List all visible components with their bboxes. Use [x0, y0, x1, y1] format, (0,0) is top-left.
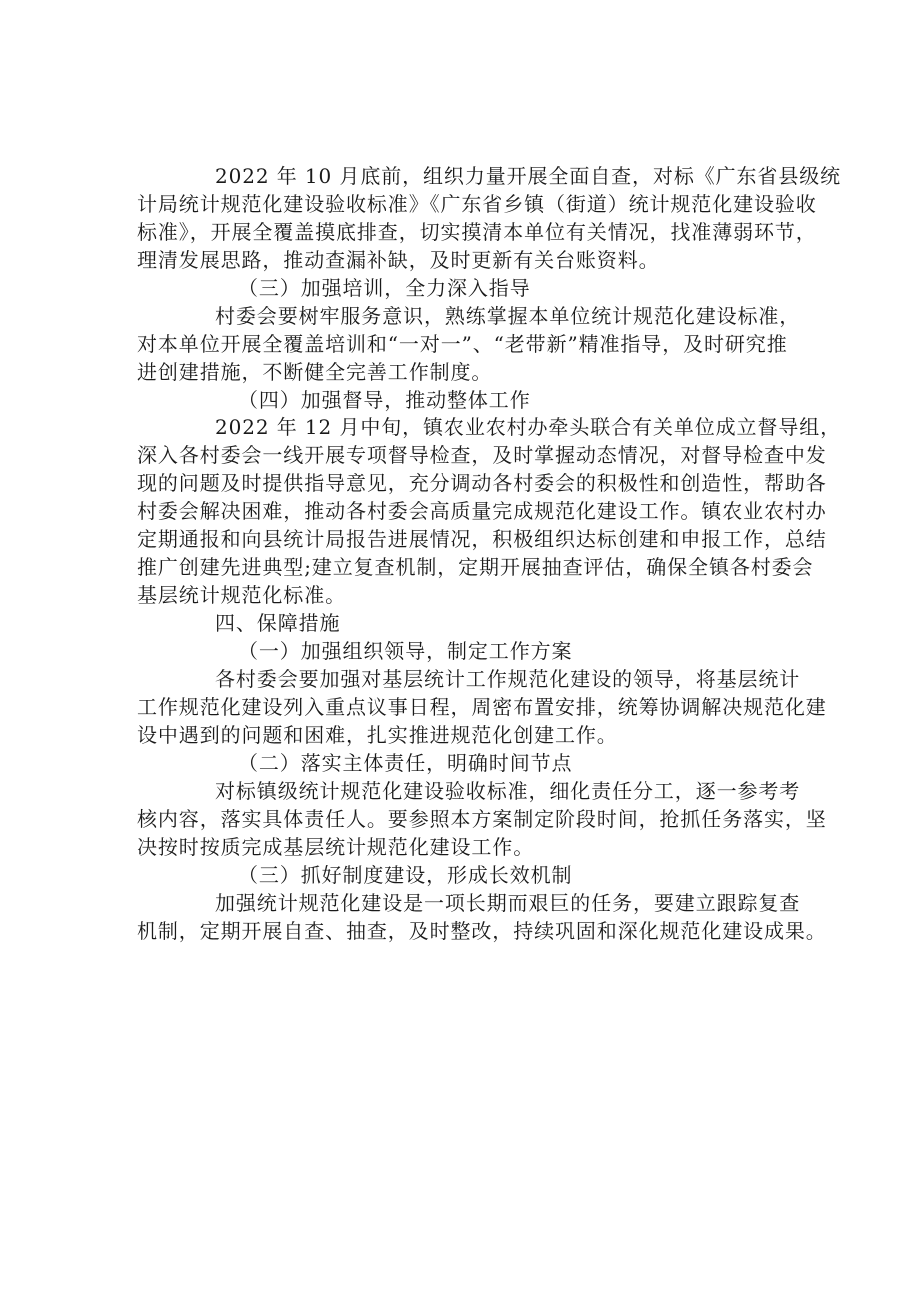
- paragraph-line: 深入各村委会一线开展专项督导检查，及时掌握动态情况，对督导检查中发: [137, 443, 827, 467]
- paragraph-line: 计局统计规范化建设验收标准》《广东省乡镇（街道）统计规范化建设验收: [137, 192, 817, 216]
- section-heading: （三）抓好制度建设，形成长效机制: [238, 863, 573, 887]
- paragraph-line: 机制，定期开展自查、抽查，及时整改，持续巩固和深化规范化建设成果。: [137, 919, 827, 943]
- paragraph-line: 核内容，落实具体责任人。要参照本方案制定阶段时间，抢抓任务落实，坚: [137, 807, 827, 831]
- paragraph-line: 推广创建先进典型;建立复查机制，定期开展抽查评估，确保全镇各村委会: [137, 555, 814, 579]
- paragraph-line: 理清发展思路，推动查漏补缺，及时更新有关台账资料。: [137, 248, 660, 272]
- paragraph-line: 决按时按质完成基层统计规范化建设工作。: [137, 835, 535, 859]
- paragraph-line: 对本单位开展全覆盖培训和“一对一”、“老带新”精准指导，及时研究推: [137, 332, 788, 356]
- paragraph-line: 工作规范化建设列入重点议事日程，周密布置安排，统筹协调解决规范化建: [137, 695, 827, 719]
- paragraph-line: 进创建措施，不断健全完善工作制度。: [137, 360, 493, 384]
- paragraph-line: 定期通报和向县统计局报告进展情况，积极组织达标创建和申报工作，总结: [137, 527, 827, 551]
- paragraph-line: 2022 年 10 月底前，组织力量开展全面自查，对标《广东省县级统: [215, 164, 842, 188]
- section-heading: （三）加强培训，全力深入指导: [238, 276, 531, 300]
- paragraph-line: 标准》，开展全覆盖摸底排查，切实摸清本单位有关情况，找准薄弱环节，: [137, 220, 817, 244]
- paragraph-line: 现的问题及时提供指导意见，充分调动各村委会的积极性和创造性，帮助各: [137, 471, 827, 495]
- section-heading: （一）加强组织领导，制定工作方案: [238, 639, 573, 663]
- paragraph-line: 加强统计规范化建设是一项长期而艰巨的任务，要建立跟踪复查: [215, 891, 801, 915]
- paragraph-line: 各村委会要加强对基层统计工作规范化建设的领导，将基层统计: [215, 667, 801, 691]
- section-heading: （二）落实主体责任，明确时间节点: [238, 751, 573, 775]
- paragraph-line: 2022 年 12 月中旬，镇农业农村办牵头联合有关单位成立督导组，: [215, 415, 842, 439]
- section-heading: （四）加强督导，推动整体工作: [238, 388, 531, 412]
- paragraph-line: 基层统计规范化标准。: [137, 583, 346, 607]
- section-heading: 四、保障措施: [215, 611, 341, 635]
- paragraph-line: 对标镇级统计规范化建设验收标准，细化责任分工，逐一参考考: [215, 779, 801, 803]
- paragraph-line: 村委会解决困难，推动各村委会高质量完成规范化建设工作。镇农业农村办: [137, 499, 827, 523]
- paragraph-line: 村委会要树牢服务意识，熟练掌握本单位统计规范化建设标准，: [215, 304, 801, 328]
- paragraph-line: 设中遇到的问题和困难，扎实推进规范化创建工作。: [137, 723, 618, 747]
